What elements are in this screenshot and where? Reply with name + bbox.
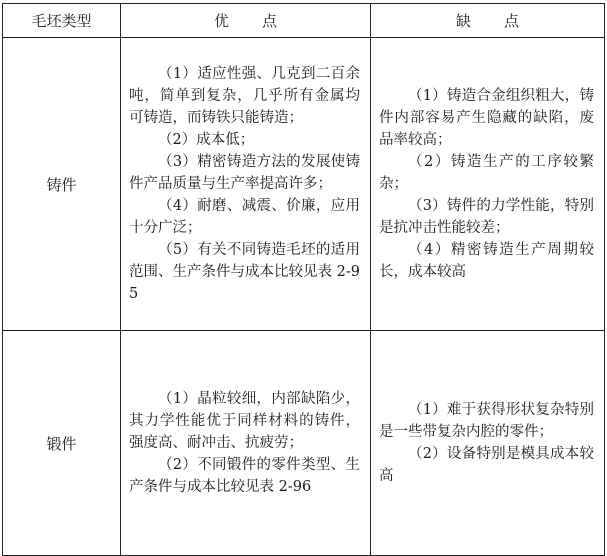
disadvantages-cell-forging bbox=[371, 331, 605, 556]
type-label-casting: 铸件 bbox=[46, 175, 77, 194]
advantages-cell-forging bbox=[121, 331, 371, 556]
blank-comparison-table bbox=[2, 3, 605, 556]
header-advantages-char-1: 优 bbox=[213, 12, 229, 30]
advantage-item: （1）晶粒较细，内部缺陷少，其力学性能优于同样材料的铸件，强度高、耐冲击、抗疲劳； bbox=[129, 391, 360, 451]
header-row bbox=[3, 4, 605, 38]
disadvantage-item: （4）精密铸造生产周期较长，成本较高 bbox=[379, 242, 594, 280]
type-cell-casting bbox=[3, 38, 121, 331]
disadvantage-item: （2）铸造生产的工序较繁杂； bbox=[379, 154, 594, 192]
header-advantages-char-2: 点 bbox=[262, 12, 278, 30]
header-advantages bbox=[121, 4, 371, 38]
header-disadvantages bbox=[371, 4, 605, 38]
disadvantage-item: （1）铸造合金组织粗大，铸件内部容易产生隐藏的缺陷，废品率较高； bbox=[379, 88, 594, 148]
advantage-item: （3）精密铸造方法的发展使铸件产品质量与生产率提高许多； bbox=[129, 154, 360, 192]
advantage-item: （4）耐磨、减震、价廉，应用十分广泛； bbox=[129, 198, 360, 236]
advantage-item: （5）有关不同铸造毛坯的适用范围、生产条件与成本比较见表 2-95 bbox=[129, 242, 360, 302]
advantage-item: （1）适应性强、几克到二百余吨，简单到复杂，几乎所有金属均可铸造，而铸铁只能铸造； bbox=[129, 66, 360, 126]
advantages-cell-casting bbox=[121, 38, 371, 331]
disadvantages-cell-casting bbox=[371, 38, 605, 331]
header-disadvantages-char-2: 点 bbox=[504, 12, 520, 30]
disadvantage-item: （1）难于获得形状复杂特别是一些带复杂内腔的零件； bbox=[379, 402, 594, 440]
disadvantage-item: （3）铸件的力学性能，特别是抗冲击性能较差； bbox=[379, 198, 594, 236]
header-blank-type bbox=[3, 4, 121, 38]
table-row-casting bbox=[3, 38, 605, 331]
table-row-forging bbox=[3, 331, 605, 556]
advantage-item: （2）不同锻件的零件类型、生产条件与成本比较见表 2-96 bbox=[129, 457, 360, 495]
header-blank-type-label: 毛坯类型 bbox=[31, 12, 92, 30]
type-label-forging: 锻件 bbox=[46, 434, 77, 453]
header-disadvantages-char-1: 缺 bbox=[455, 12, 471, 30]
type-cell-forging bbox=[3, 331, 121, 556]
disadvantage-item: （2）设备特别是模具成本较高 bbox=[379, 446, 594, 484]
advantage-item: （2）成本低； bbox=[158, 132, 255, 148]
